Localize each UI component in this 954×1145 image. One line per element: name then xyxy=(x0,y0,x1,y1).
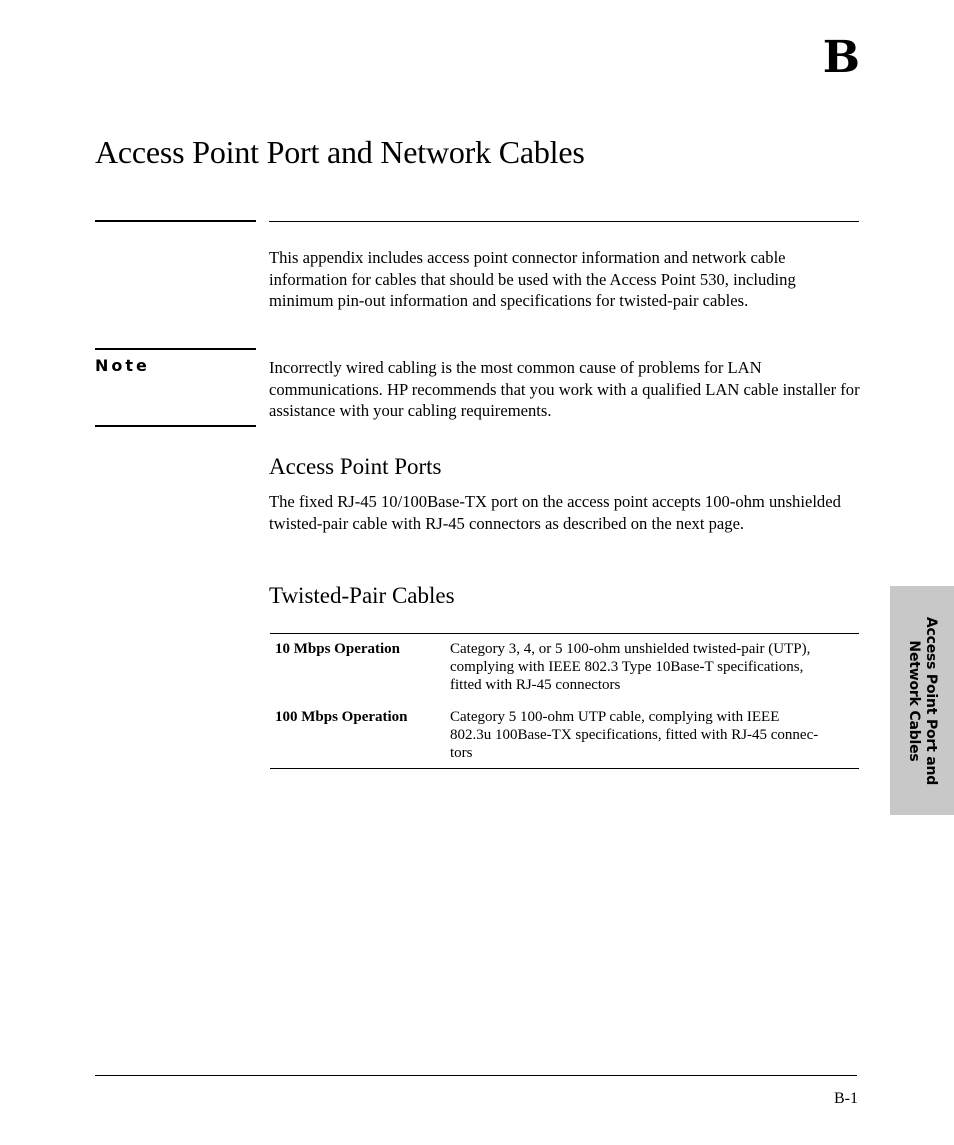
section-heading-cables: Twisted-Pair Cables xyxy=(269,583,455,608)
description-line: Category 3, 4, or 5 100-ohm unshielded twisted-pair (UTP), xyxy=(450,641,811,657)
table-row xyxy=(270,640,859,694)
operation-description xyxy=(450,708,855,762)
chapter-title: Access Point Port and Network Cables xyxy=(95,134,585,170)
intro-paragraph: This appendix includes access point connector information and network cable information for cables that should be used with the Access Point 530, including minimum pin-out information and specifications for twisted-pair cables. xyxy=(269,248,796,310)
page-number: B-1 xyxy=(834,1090,858,1107)
side-tab-label xyxy=(905,616,939,784)
note-rule-top xyxy=(95,348,256,350)
section-heading-ports: Access Point Ports xyxy=(269,454,442,479)
description-line: tors xyxy=(450,745,473,761)
description-line: fitted with RJ-45 connectors xyxy=(450,677,621,693)
description-line: 802.3u 100Base-TX specifications, fitted with RJ-45 connec- xyxy=(450,727,819,743)
note-rule-bottom xyxy=(95,425,256,427)
note-text: Incorrectly wired cabling is the most common cause of problems for LAN communications. HP recommends that you work with a qualified LAN cable installer for assistance with your cabling requirements. xyxy=(269,358,860,420)
cable-spec-table xyxy=(270,633,859,769)
chapter-side-tab xyxy=(890,586,954,815)
main-column-rule-top xyxy=(269,221,859,222)
operation-label: 10 Mbps Operation xyxy=(275,641,401,657)
operation-label: 100 Mbps Operation xyxy=(275,709,408,725)
operation-description xyxy=(450,640,855,694)
appendix-letter: B xyxy=(822,32,860,83)
left-column-rule-top xyxy=(95,220,256,222)
note-label: Note xyxy=(95,356,150,375)
side-tab-line: Network Cables xyxy=(906,639,922,762)
side-tab-line: Access Point Port and xyxy=(923,616,939,785)
footer-rule xyxy=(95,1075,857,1076)
description-line: Category 5 100-ohm UTP cable, complying with IEEE xyxy=(450,709,780,725)
table-row xyxy=(270,708,859,762)
description-line: complying with IEEE 802.3 Type 10Base-T specifications, xyxy=(450,659,804,675)
ports-paragraph: The fixed RJ-45 10/100Base-TX port on the access point accepts 100-ohm unshielded twisted-pair cable with RJ-45 connectors as described on the next page. xyxy=(269,492,841,533)
